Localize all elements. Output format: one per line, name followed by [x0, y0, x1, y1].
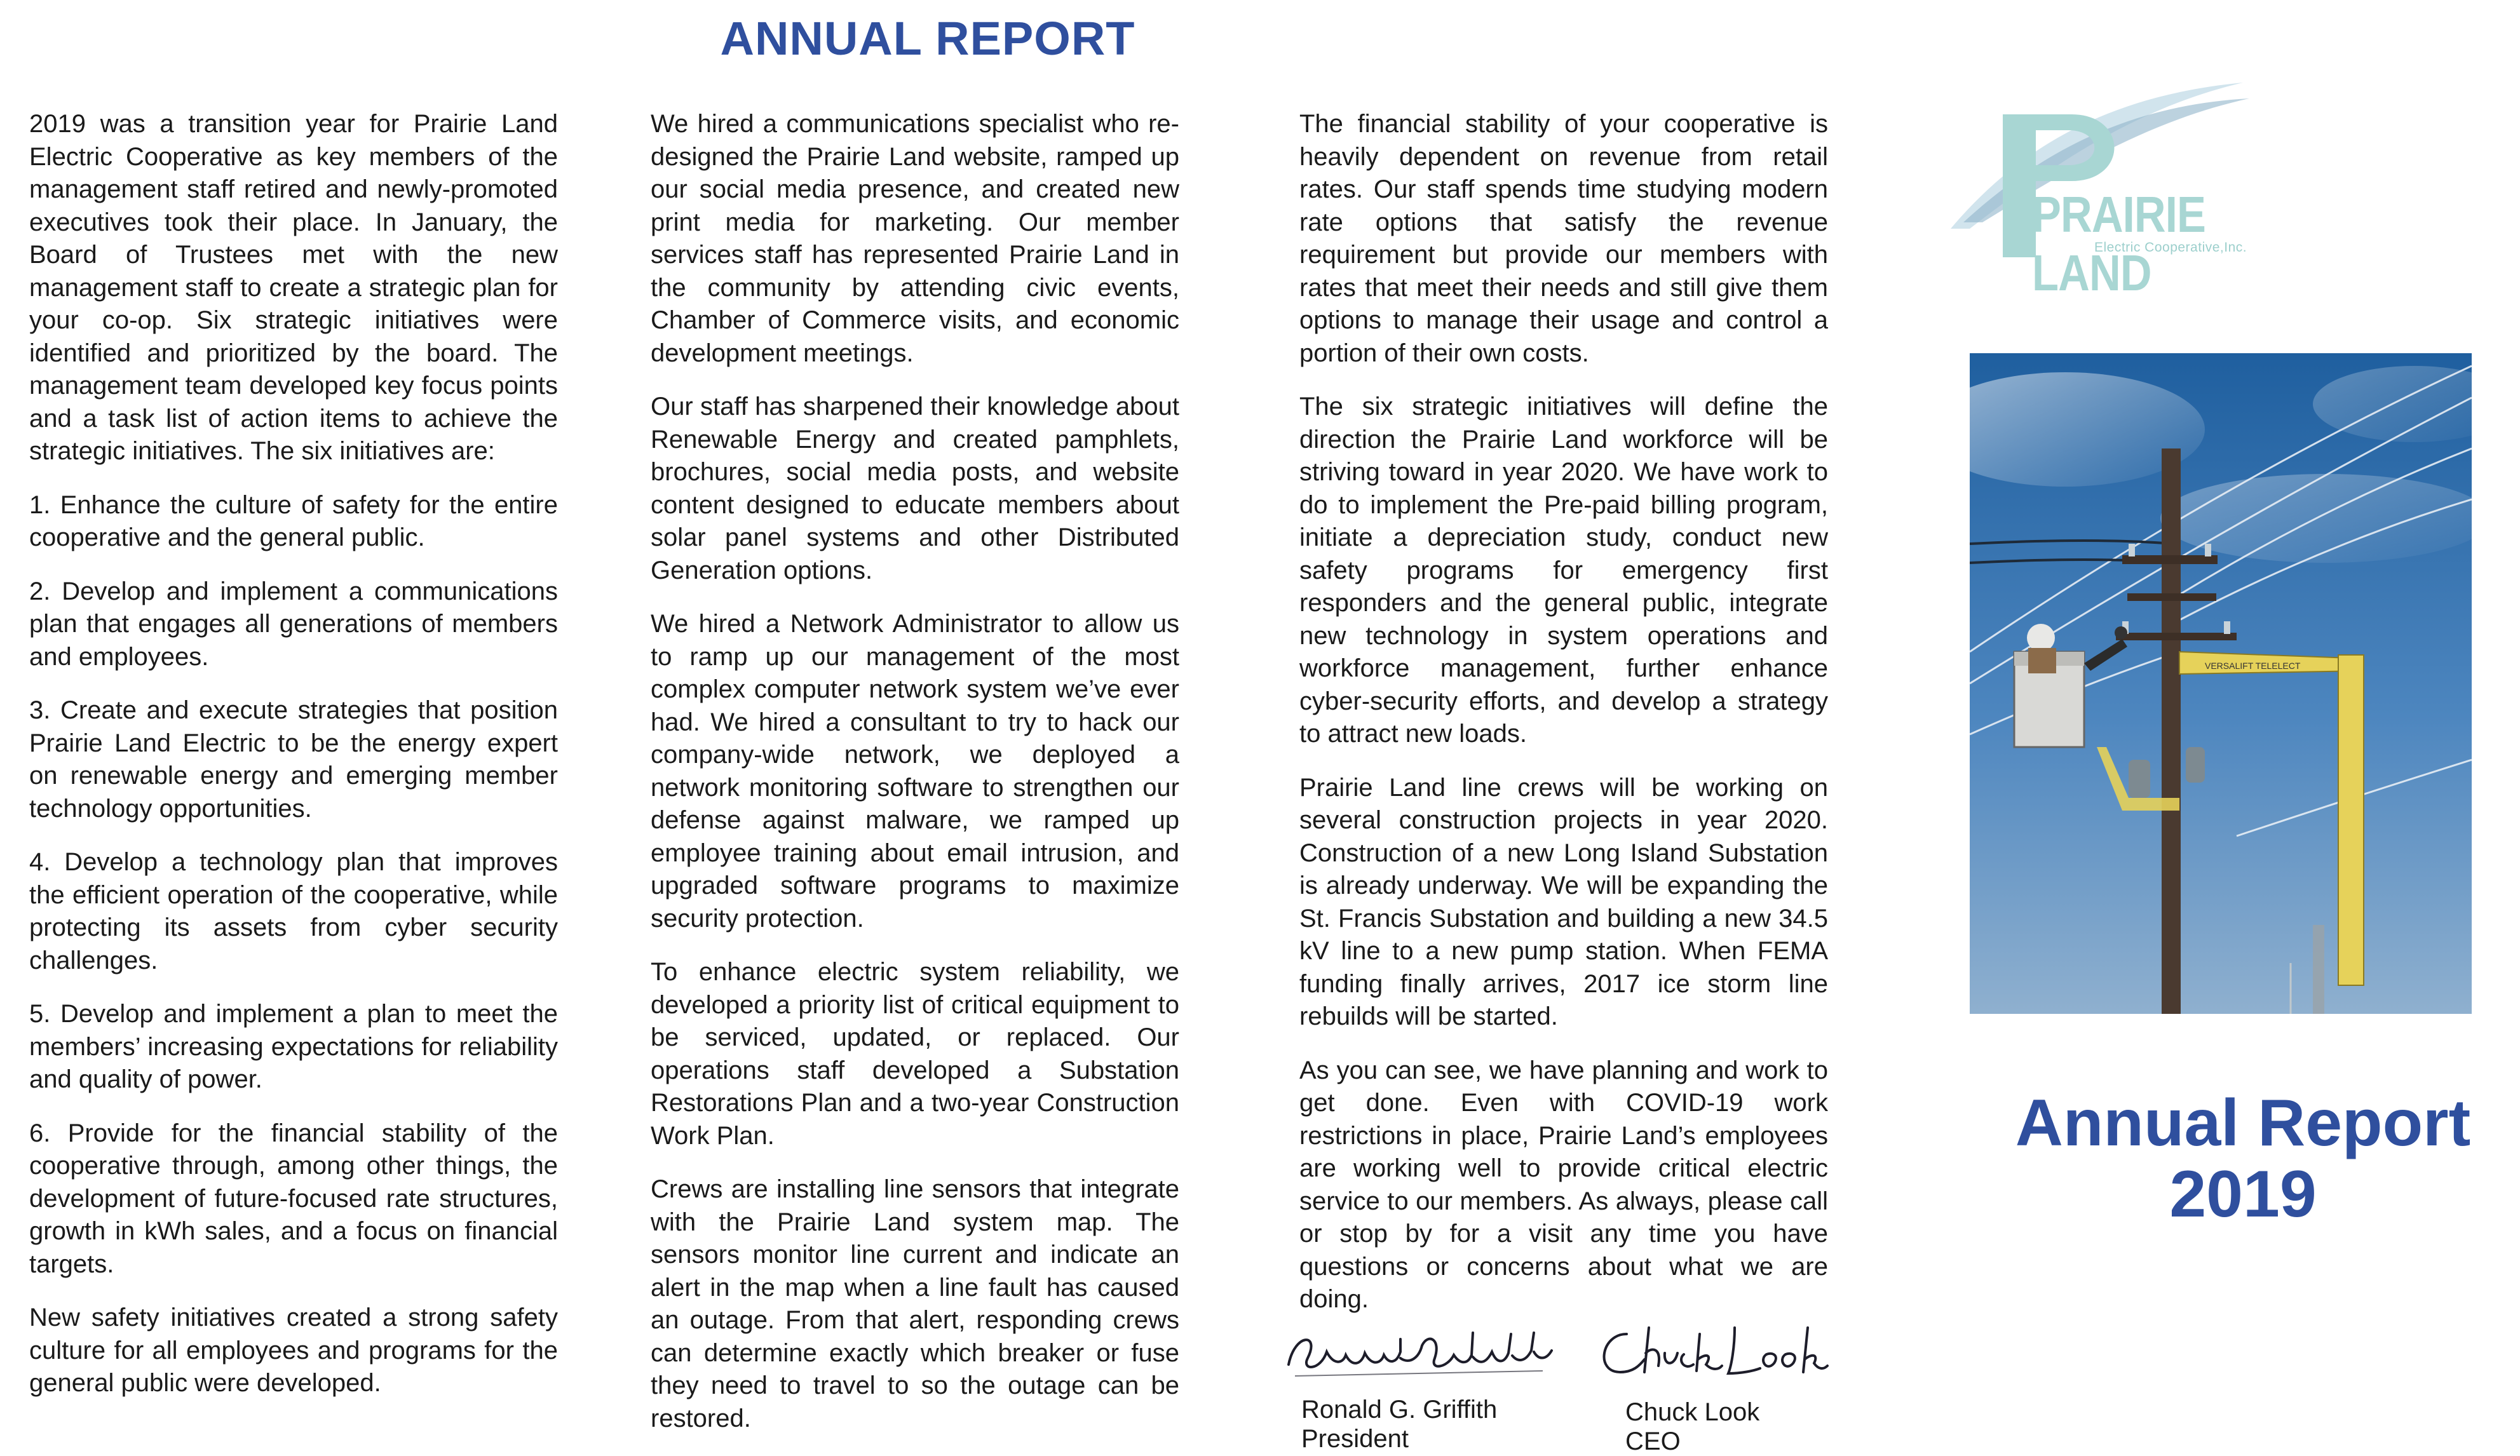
signer-look	[1625, 1398, 1759, 1456]
lineman-bucket-truck-photo	[1970, 353, 2472, 1014]
signer-name: Ronald G. Griffith	[1301, 1396, 1498, 1424]
boom-label: VERSALIFT TELELECT	[2205, 661, 2301, 671]
paragraph-construction: Prairie Land line crews will be working on several construction projects in year 2020. Construction of a new Long Island Substation is already underway. We will be expanding the St. Francis Substation and building a new 34.5 kV line to a new pump station. When FEMA funding finally arrives, 2017 ice storm line rebuilds will be started.	[1299, 773, 1828, 1030]
logo-wordmark: PRAIRIE LAND	[2032, 186, 2206, 301]
signature-look	[1589, 1315, 1830, 1385]
paragraph-closing: As you can see, we have planning and work to get done. Even with COVID-19 work restrictions in place, Prairie Land’s employees are working well to provide critical electric service to our members. As always, please call or stop by for a visit any time you have questions or concerns about what we are doing.	[1299, 1056, 1828, 1313]
paragraph-communications: We hired a communications specialist who re-designed the Prairie Land website, ramped up our social media presence, and created new print media for marketing. Our member services staff has represented Prairie Land in the community by attending civic events, Chamber of Commerce visits, and economic development meetings.	[651, 110, 1179, 367]
column-left	[29, 108, 558, 1400]
paragraph-reliability: To enhance electric system reliability, we developed a priority list of critical equipment to be serviced, updated, or replaced. Our operations staff developed a Substation Restorations Plan and a two-year Construction Work Plan.	[651, 958, 1179, 1150]
logo-subtitle: Electric Cooperative,Inc.	[2094, 240, 2247, 255]
paragraph-line-sensors: Crews are installing line sensors that integrate with the Prairie Land system map. The sensors monitor line current and indicate an alert in the map when a line fault has caused an outage. From that alert, responding crews can determine exactly which breaker or fuse they need to travel to so the outage can be restored.	[651, 1175, 1179, 1432]
signer-griffith	[1301, 1395, 1497, 1453]
prairie-land-logo	[1944, 70, 2313, 301]
paragraph-initiatives-2020: The six strategic initiatives will define the direction the Prairie Land workforce will be striving toward in year 2020. We have work to do to implement the Pre-paid billing program, initiate a depreciation study, conduct new safety programs for emergency first responders and the general public, integrate new technology in system operations and workforce management, further enhance cyber-security efforts, and develop a strategy to attract new loads.	[1299, 393, 1828, 748]
initiative-5: 5. Develop and implement a plan to meet the members’ increasing expectations for reliability and quality of power.	[29, 1000, 558, 1093]
signer-title: CEO	[1625, 1427, 1681, 1455]
initiative-2: 2. Develop and implement a communications plan that engages all generations of members and employees.	[29, 577, 558, 671]
cover-title-line1: Annual Report	[2015, 1086, 2471, 1160]
signer-title: President	[1301, 1425, 1409, 1453]
paragraph-renewable: Our staff has sharpened their knowledge about Renewable Energy and created pamphlets, brochures, social media posts, and website content designed to educate members about solar panel systems and other Distributed Generation options.	[651, 393, 1179, 584]
initiative-3: 3. Create and execute strategies that position Prairie Land Electric to be the energy expert on renewable energy and emerging member technology opportunities.	[29, 696, 558, 823]
signature-griffith	[1282, 1320, 1555, 1390]
initiative-4: 4. Develop a technology plan that improves the efficient operation of the cooperative, while protecting its assets from cyber security challenges.	[29, 848, 558, 974]
paragraph-rates: The financial stability of your cooperative is heavily dependent on revenue from retail rates. Our staff spends time studying modern rate options that satisfy the revenue requirement but provide our members with rates that meet their needs and still give them options to manage their usage and control a portion of their own costs.	[1299, 110, 1828, 367]
column-right	[1299, 108, 1828, 1316]
utility-pole-image	[1970, 353, 2472, 1014]
cover-title-line2: 2019	[2169, 1157, 2317, 1231]
page-title: ANNUAL REPORT	[720, 12, 1135, 65]
initiative-1: 1. Enhance the culture of safety for the entire cooperative and the general public.	[29, 490, 558, 551]
paragraph-intro: 2019 was a transition year for Prairie Land Electric Cooperative as key members of the management staff retired and newly-promoted executives took their place. In January, the Board of Trustees met with the new management staff to create a strategic plan for your co-op. Six strategic initiatives were identified and prioritized by the board. The management team developed key focus points and a task list of action items to achieve the strategic initiatives. The six initiatives are:	[29, 110, 558, 465]
signer-name: Chuck Look	[1625, 1398, 1760, 1426]
initiative-6: 6. Provide for the financial stability of the cooperative through, among other things, the development of future-focused rate structures, growth in kWh sales, and a focus on financial targets.	[29, 1119, 558, 1278]
column-middle	[651, 108, 1179, 1435]
paragraph-safety: New safety initiatives created a strong safety culture for all employees and programs for the general public were developed.	[29, 1304, 558, 1397]
paragraph-network: We hired a Network Administrator to allow us to ramp up our management of the most complex computer network system we’ve ever had. We hired a consultant to try to hack our company-wide network, we deployed a network monitoring software to strengthen our defense against malware, we ramped up employee training about email intrusion, and upgraded software programs to maximize security protection.	[651, 610, 1179, 933]
cover-title	[1970, 1088, 2516, 1230]
